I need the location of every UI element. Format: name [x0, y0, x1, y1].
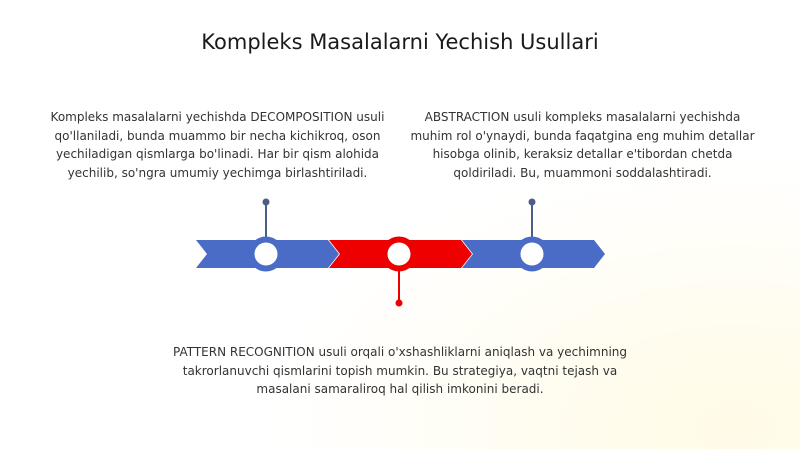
abstraction-text: ABSTRACTION usuli kompleks masalalarni yechishda muhim rol o'ynaydi, bunda faqatgina eng muhim detallar hisobga olinib, keraksiz detallar e'tibordan chetda qoldiriladi. Bu, muammoni soddalashtiradi. [410, 110, 755, 180]
connector-dot-abstraction [529, 199, 536, 206]
decomposition-text: Kompleks masalalarni yechishda DECOMPOSITION usuli qo'llaniladi, bunda muammo bir necha kichikroq, oson yechiladigan qismlarga bo'linadi. Har bir qism alohida yechilib, so'ngra umumiy yechimga birlashtiriladi. [50, 110, 385, 180]
slide-title: Kompleks Masalalarni Yechish Usullari [201, 30, 599, 54]
marker-abstraction [518, 240, 547, 269]
connector-dot-decomposition [263, 199, 270, 206]
marker-pattern [385, 240, 414, 269]
pattern-recognition-text: PATTERN RECOGNITION usuli orqali o'xshashliklarni aniqlash va yechimning takrorlanuvchi qismlarini topish mumkin. Bu strategiya, vaqtni tejash va masalani samaraliroq hal qilish imkonini beradi. [172, 345, 628, 396]
connector-dot-pattern [396, 300, 403, 307]
marker-decomposition [252, 240, 281, 269]
